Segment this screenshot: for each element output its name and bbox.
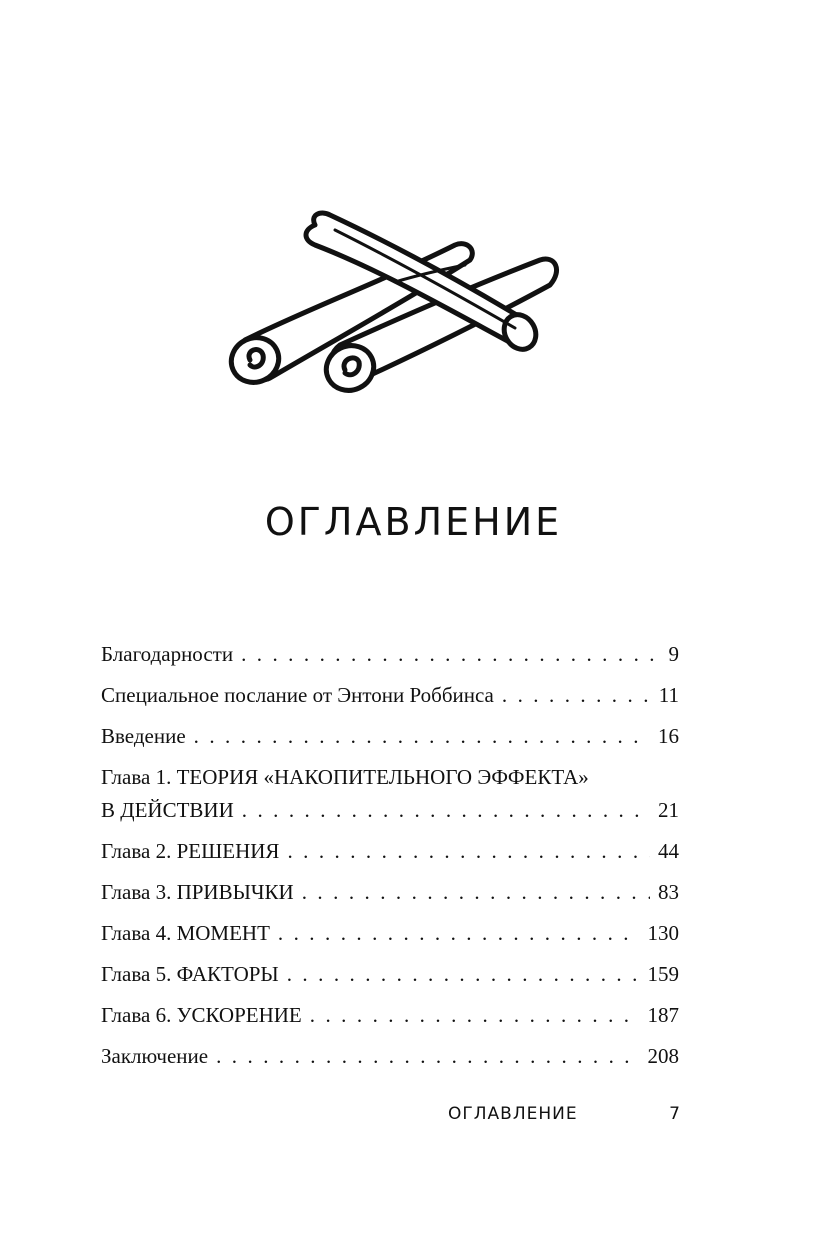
toc-entry-introduction[interactable] [101, 718, 679, 759]
toc-entry-label: Глава 2. РЕШЕНИЯ [101, 839, 280, 863]
dot-leader [278, 915, 640, 951]
toc-entry-page: 83 [658, 880, 679, 904]
dot-leader [310, 997, 640, 1033]
dot-leader [287, 956, 640, 992]
dot-leader [194, 718, 650, 754]
running-head: ОГЛАВЛЕНИЕ [448, 1104, 578, 1124]
toc-entry-page: 21 [658, 798, 679, 822]
table-of-contents [101, 636, 679, 1079]
toc-entry-page: 11 [658, 683, 679, 707]
dot-leader [502, 677, 651, 713]
toc-entry-label: Глава 3. ПРИВЫЧКИ [101, 880, 294, 904]
toc-entry-page: 208 [647, 1044, 679, 1068]
toc-entry-page: 16 [658, 724, 679, 748]
toc-entry-page: 159 [647, 962, 679, 986]
page-number: 7 [669, 1104, 680, 1124]
toc-entry-label: В ДЕЙСТВИИ [101, 798, 234, 822]
toc-entry-label: Глава 4. МОМЕНТ [101, 921, 270, 945]
page-title: ОГЛАВЛЕНИЕ [264, 500, 563, 544]
toc-entry-page: 9 [668, 642, 679, 666]
toc-entry-label: Специальное послание от Энтони Роббинса [101, 683, 494, 707]
toc-entry-acknowledgements[interactable] [101, 636, 679, 677]
dot-leader [242, 792, 650, 828]
toc-entry-label-line1: Глава 1. ТЕОРИЯ «НАКОПИТЕЛЬНОГО ЭФФЕКТА» [101, 765, 589, 789]
toc-entry-page: 130 [647, 921, 679, 945]
toc-entry-chapter-4[interactable] [101, 915, 679, 956]
toc-entry-label: Введение [101, 724, 186, 748]
toc-entry-page: 44 [658, 839, 679, 863]
toc-entry-label: Глава 5. ФАКТОРЫ [101, 962, 279, 986]
toc-entry-chapter-6[interactable] [101, 997, 679, 1038]
dot-leader [241, 636, 660, 672]
toc-entry-page: 187 [647, 1003, 679, 1027]
toc-entry-conclusion[interactable] [101, 1038, 679, 1079]
cinnamon-sticks-illustration [215, 210, 565, 400]
toc-entry-chapter-2[interactable] [101, 833, 679, 874]
toc-entry-label: Глава 6. УСКОРЕНИЕ [101, 1003, 302, 1027]
dot-leader [216, 1038, 639, 1074]
toc-entry-chapter-5[interactable] [101, 956, 679, 997]
toc-entry-chapter-1[interactable] [101, 759, 679, 833]
toc-entry-label: Благодарности [101, 642, 234, 666]
toc-entry-chapter-3[interactable] [101, 874, 679, 915]
toc-entry-special-message[interactable] [101, 677, 679, 718]
toc-entry-label: Заключение [101, 1044, 209, 1068]
dot-leader [302, 874, 650, 910]
dot-leader [287, 833, 650, 869]
